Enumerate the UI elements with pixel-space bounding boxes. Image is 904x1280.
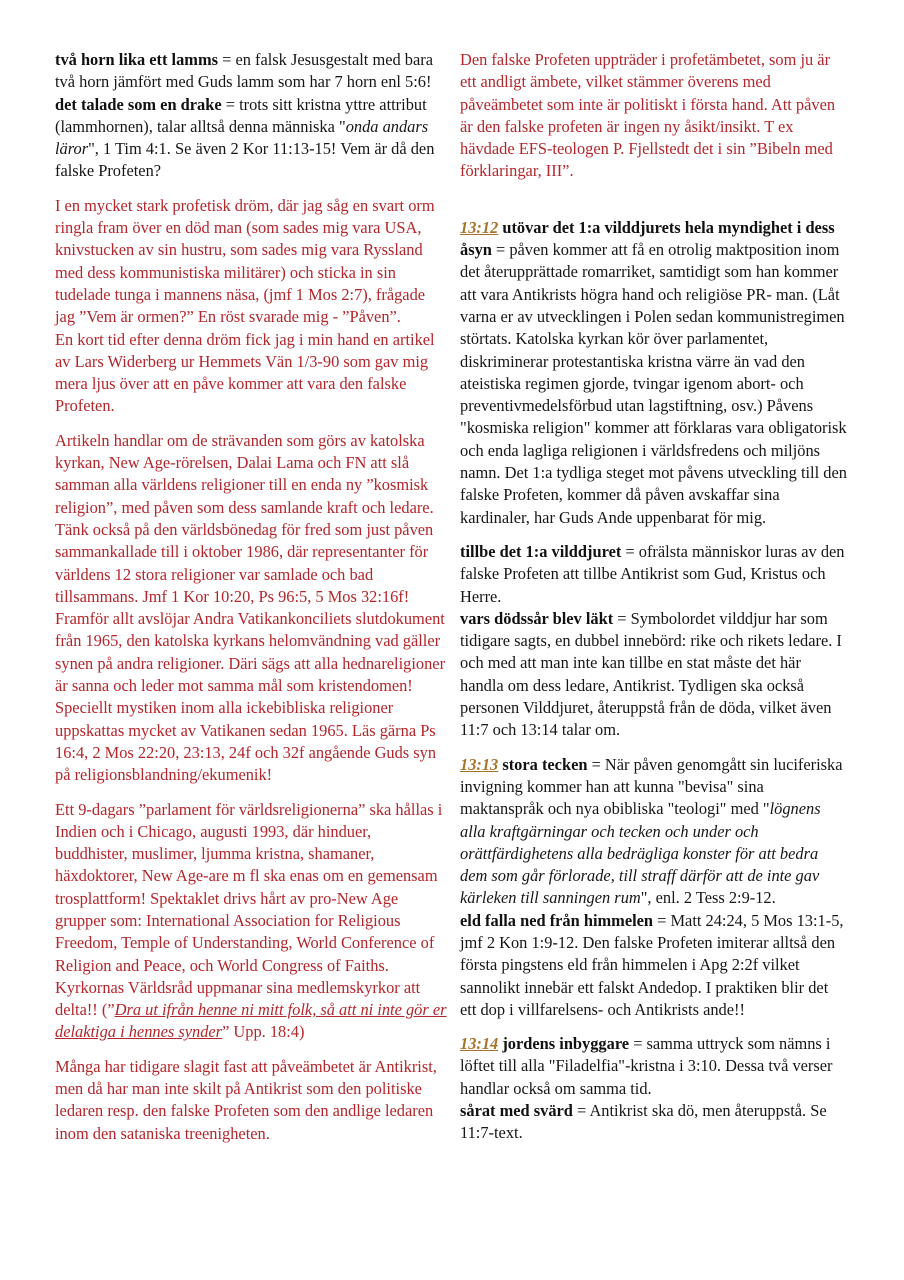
term-two-horns: två horn lika ett lamms [55, 50, 218, 69]
quote: lögnens alla kraftgärningar och tecken och under och orättfärdighetens alla bedrägliga konster för att bedra dem som går förlorade, till straff därför att de inte gav kärleken till sanningen rum [460, 799, 821, 908]
quote: Dra ut ifrån henne ni mitt folk, så att ni inte gör er delaktiga i hennes synder [55, 1000, 447, 1042]
paragraph-two-horns [55, 49, 447, 183]
text: En kort tid efter denna dröm fick jag i min hand en artikel av Lars Widerberg ur Hemmets Vän 1/3-90 som gav mig mera ljus över att en påve kommer att vara den falske Profeten. [55, 329, 435, 416]
term: utövar det 1:a vilddjurets hela myndighet i dess åsyn [460, 217, 835, 260]
term: stora tecken [498, 754, 588, 774]
text: = påven kommer att få en otrolig maktposition inom det återupprättade romarriket, samtidigt som han kommer att vara Antikrists högra hand och religiöse PR- man. (Låt varna er av utvecklingen i Polen sedan kommunistregimen störtats. Katolska kyrkan kör över parlamentet, diskriminerar protestantiska kristna värre än vad den ateistiska regimen gjorde, tvingar igenom abort- och preventivmedelsförbud utan lagstiftning, osv.) Påvens "kosmiska religion" kommer att förklaras vara obligatorisk och enda lagliga religionen i världsfredens och miljöns namn. Det 1:a tydliga steget mot påvens utveckling till den falske Profeten, kommer då påven avskaffar sina kardinaler, har Guds Ande uppenbarat för mig. [460, 240, 847, 527]
text: Framför allt avslöjar Andra Vatikankonciliets slutdokument från 1965, den katolska kyrkans helomvändning vad gäller synen på andra religioner. Däri sägs att alla hednareligioner är sanna och leder mot samma mål som kristendomen! Speciellt mystiken inom alla ickebibliska religioner uppskattas mycket av Vatikanen sedan 1965. Läs gärna Ps 16:4, 2 Mos 22:20, 23:13, 24f och 32f angående Guds syn på religionsblandning/ekumenik! [55, 609, 446, 785]
paragraph-parliament [55, 799, 447, 1044]
text: Artikeln handlar om de strävanden som görs av katolska kyrkan, New Age-rörelsen, Dalai Lama och FN att slå samman alla världens religioner till en enda ny ”kosmisk religion”, med påven som dess samlande kraft och ledare. Tänk också på den världsbönedag för fred som just påven sammankallade till i oktober 1986, där representanter för världens 12 stora religioner var samlade och bad tillsammans. Jmf 1 Kor 10:20, Ps 96:5, 5 Mos 32:16f! [55, 430, 434, 606]
term: jordens inbyggare [498, 1034, 630, 1054]
text: = Matt 24:24, 5 Mos 13:1-5, jmf 2 Kon 1:9-12. Den falske Profeten imiterar alltså den första pingstens eld från himmelen i Apg 2:2f vilket sannolikt innebär ett falskt Andedop. I praktiken blir det ett dop i villfarelsens- och Antikrists ande!! [460, 910, 844, 1019]
term: tillbe det 1:a vilddjuret [460, 541, 622, 561]
paragraph-false-prophet: Den falske Profeten uppträder i profetämbetet, som ju är ett andligt ämbete, vilket stämmer överens med påveämbetet som inte är politiskt i första hand. Att påven är den falske profeten är ingen ny åsikt/insikt. T ex hävdade EFS-teologen P. Fjellstedt det i sin ”Bibeln med förklaringar, III”. [460, 50, 836, 181]
text: ", 1 Tim 4:1. Se även 2 Kor 11:13-15! Vem är då den falske Profeten? [55, 139, 435, 181]
text: = Antikrist ska dö, men återuppstå. Se 11:7-text. [460, 1101, 827, 1143]
text: ", enl. 2 Tess 2:9-12. [640, 888, 776, 908]
paragraph-article [55, 430, 447, 787]
verse-13-13 [460, 754, 848, 1022]
text: I en mycket stark profetisk dröm, där jag såg en svart orm ringla fram över en död man (som sades mig vara USA, knivstucken av sin hustru, som sades mig vara Ryssland med dess kommunistiska militärer) och sticka in sin tudelade tunga i mannens näsa, (jmf 1 Mos 2:7), frågade jag ”Vem är ormen?” En röst svarade mig - ”Påven”. [55, 195, 435, 327]
paragraph-dream [55, 195, 447, 418]
text: ” Upp. 18:4) [222, 1022, 305, 1042]
text: = trots sitt kristna yttre attribut (lammhornen), talar alltså denna människa " [55, 94, 427, 136]
text: = Symbolordet vilddjur har som tidigare sagts, en dubbel innebörd: rike och rikets ledare. I och med att man inte kan tillbe en stat måste det här handla om dess ledare, Antikrist. Tydligen ska också personen Vilddjuret, återuppstå från de döda, vilket även 11:7 och 13:14 talar om. [460, 608, 842, 740]
text: = samma uttryck som nämns i löftet till alla "Filadelfia"-kristna i 3:10. Dessa två verser handlar också om samma tid. [460, 1034, 833, 1098]
paragraph-papacy: Många har tidigare slagit fast att påveämbetet är Antikrist, men då har man inte skilt på Antikrist som den politiske ledaren resp. den falske Profeten som den andlige ledaren inom den sataniska treenigheten. [55, 1056, 437, 1143]
verse-ref: 13:12 [460, 217, 499, 237]
term: vars dödssår blev läkt [460, 608, 614, 628]
right-column [460, 49, 848, 1145]
verse-ref: 13:14 [460, 1034, 499, 1054]
text: Ett 9-dagars ”parlament för världsreligionerna” ska hållas i Indien och i Chicago, augusti 1993, där hinduer, buddhister, muslimer, ljumma kristna, shamaner, häxdoktorer, New Age-are m fl ska enas om en gemensam trosplattform! Spektaklet drivs hårt av pro-New Age grupper som: International Association for Religious Freedom, Temple of Understanding, World Conference of Religion and Peace, och World Congress of Faiths. Kyrkornas Världsråd uppmanar sina medlemskyrkor att delta!! (” [55, 799, 443, 1020]
text: = När påven genomgått sin luciferiska invigning kommer han att kunna "bevisa" sina maktanspråk och nya obibliska "teologi" med " [460, 754, 843, 819]
quote: onda andars läror [55, 116, 429, 159]
term: eld falla ned från himmelen [460, 910, 654, 930]
text: = ofrälsta människor luras av den falske Profeten att tillbe Antikrist som Gud, Kristus och Herre. [460, 541, 845, 606]
text: = en falsk Jesusgestalt med bara två horn jämfört med Guds lamm som har 7 horn enl 5:6! [55, 50, 433, 92]
term-spoke-like-dragon: det talade som en drake [55, 94, 222, 114]
verse-13-14 [460, 1033, 848, 1144]
verse-13-12 [460, 217, 848, 529]
paragraph-worship [460, 541, 848, 742]
term: sårat med svärd [460, 1101, 573, 1121]
left-column [55, 49, 447, 1145]
verse-ref: 13:13 [460, 754, 499, 774]
